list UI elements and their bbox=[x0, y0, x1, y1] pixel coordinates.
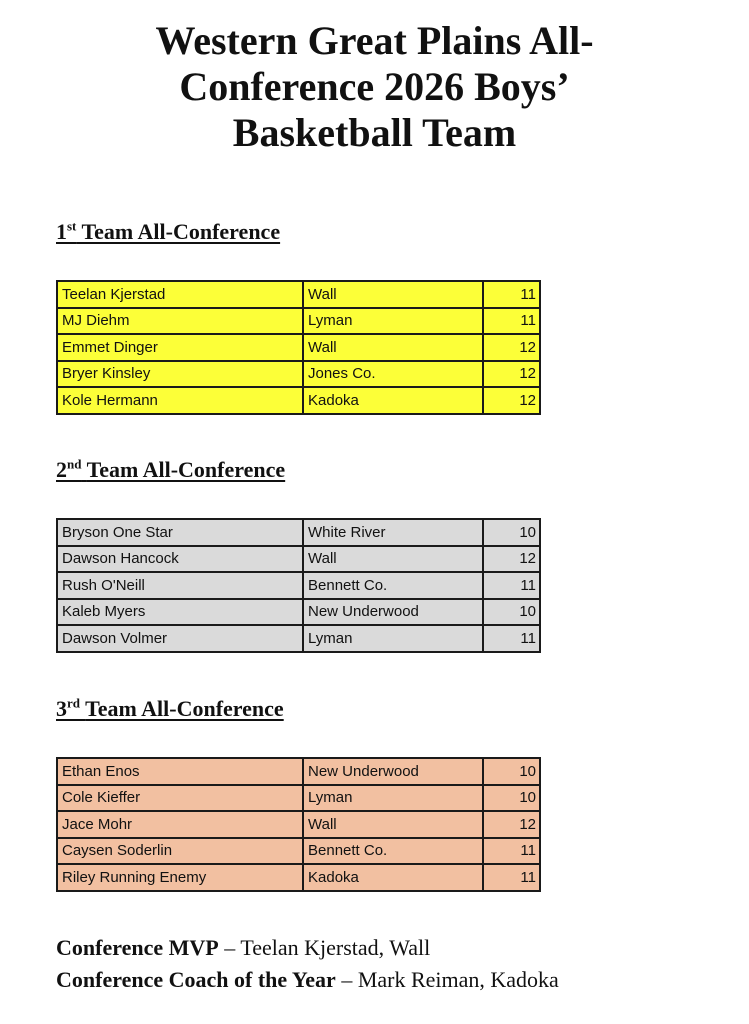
table-row bbox=[57, 811, 540, 838]
grade-cell: 12 bbox=[483, 387, 540, 414]
school-cell: Lyman bbox=[303, 308, 483, 335]
school-cell: Bennett Co. bbox=[303, 838, 483, 865]
page-title bbox=[0, 18, 749, 156]
school-cell: Lyman bbox=[303, 785, 483, 812]
school-cell: Kadoka bbox=[303, 864, 483, 891]
school-cell: Wall bbox=[303, 546, 483, 573]
coach-value: Mark Reiman, Kadoka bbox=[357, 967, 559, 992]
grade-cell: 11 bbox=[483, 308, 540, 335]
player-name-cell: Riley Running Enemy bbox=[57, 864, 303, 891]
table-row bbox=[57, 785, 540, 812]
mvp-value: Teelan Kjerstad, Wall bbox=[240, 935, 431, 960]
table-row bbox=[57, 625, 540, 652]
school-cell: New Underwood bbox=[303, 758, 483, 785]
table-row bbox=[57, 308, 540, 335]
grade-cell: 12 bbox=[483, 546, 540, 573]
table-row bbox=[57, 361, 540, 388]
table-row bbox=[57, 519, 540, 546]
school-cell: Bennett Co. bbox=[303, 572, 483, 599]
grade-cell: 11 bbox=[483, 625, 540, 652]
school-cell: Wall bbox=[303, 811, 483, 838]
table-row bbox=[57, 546, 540, 573]
section-ordinal-suffix: st bbox=[67, 218, 77, 234]
player-name-cell: Caysen Soderlin bbox=[57, 838, 303, 865]
school-cell: Wall bbox=[303, 334, 483, 361]
school-cell: Lyman bbox=[303, 625, 483, 652]
school-cell: Wall bbox=[303, 281, 483, 308]
table-row bbox=[57, 599, 540, 626]
table-row bbox=[57, 334, 540, 361]
school-cell: White River bbox=[303, 519, 483, 546]
player-name-cell: Dawson Volmer bbox=[57, 625, 303, 652]
second-team-table bbox=[56, 518, 541, 653]
section-number: 2 bbox=[56, 457, 67, 482]
section-heading-third-team bbox=[56, 696, 284, 722]
grade-cell: 12 bbox=[483, 334, 540, 361]
player-name-cell: Cole Kieffer bbox=[57, 785, 303, 812]
grade-cell: 10 bbox=[483, 785, 540, 812]
player-name-cell: Kaleb Myers bbox=[57, 599, 303, 626]
table-row bbox=[57, 572, 540, 599]
table-row bbox=[57, 387, 540, 414]
separator: – bbox=[224, 935, 236, 960]
player-name-cell: Bryson One Star bbox=[57, 519, 303, 546]
section-number: 1 bbox=[56, 219, 67, 244]
section-number: 3 bbox=[56, 696, 67, 721]
title-line-3: Basketball Team bbox=[232, 110, 517, 155]
first-team-table bbox=[56, 280, 541, 415]
section-ordinal-suffix: rd bbox=[67, 695, 80, 711]
player-name-cell: Teelan Kjerstad bbox=[57, 281, 303, 308]
separator: – bbox=[341, 967, 353, 992]
grade-cell: 10 bbox=[483, 599, 540, 626]
school-cell: New Underwood bbox=[303, 599, 483, 626]
mvp-line bbox=[56, 935, 430, 961]
player-name-cell: Rush O'Neill bbox=[57, 572, 303, 599]
grade-cell: 11 bbox=[483, 281, 540, 308]
grade-cell: 11 bbox=[483, 572, 540, 599]
section-label: Team All-Conference bbox=[81, 219, 281, 244]
grade-cell: 10 bbox=[483, 758, 540, 785]
grade-cell: 10 bbox=[483, 519, 540, 546]
grade-cell: 12 bbox=[483, 361, 540, 388]
mvp-label: Conference MVP bbox=[56, 935, 219, 960]
section-heading-second-team bbox=[56, 457, 285, 483]
player-name-cell: Emmet Dinger bbox=[57, 334, 303, 361]
player-name-cell: Jace Mohr bbox=[57, 811, 303, 838]
section-label: Team All-Conference bbox=[86, 457, 286, 482]
section-heading-first-team bbox=[56, 219, 280, 245]
coach-label: Conference Coach of the Year bbox=[56, 967, 336, 992]
player-name-cell: Dawson Hancock bbox=[57, 546, 303, 573]
grade-cell: 11 bbox=[483, 838, 540, 865]
player-name-cell: Bryer Kinsley bbox=[57, 361, 303, 388]
player-name-cell: Ethan Enos bbox=[57, 758, 303, 785]
table-row bbox=[57, 864, 540, 891]
section-ordinal-suffix: nd bbox=[67, 456, 82, 472]
player-name-cell: Kole Hermann bbox=[57, 387, 303, 414]
school-cell: Jones Co. bbox=[303, 361, 483, 388]
coach-of-year-line bbox=[56, 967, 559, 993]
table-row bbox=[57, 838, 540, 865]
grade-cell: 11 bbox=[483, 864, 540, 891]
section-label: Team All-Conference bbox=[85, 696, 284, 721]
title-line-2: Conference 2026 Boys’ bbox=[179, 64, 570, 109]
table-row bbox=[57, 281, 540, 308]
player-name-cell: MJ Diehm bbox=[57, 308, 303, 335]
table-row bbox=[57, 758, 540, 785]
third-team-table bbox=[56, 757, 541, 892]
title-line-1: Western Great Plains All- bbox=[155, 18, 594, 63]
grade-cell: 12 bbox=[483, 811, 540, 838]
school-cell: Kadoka bbox=[303, 387, 483, 414]
